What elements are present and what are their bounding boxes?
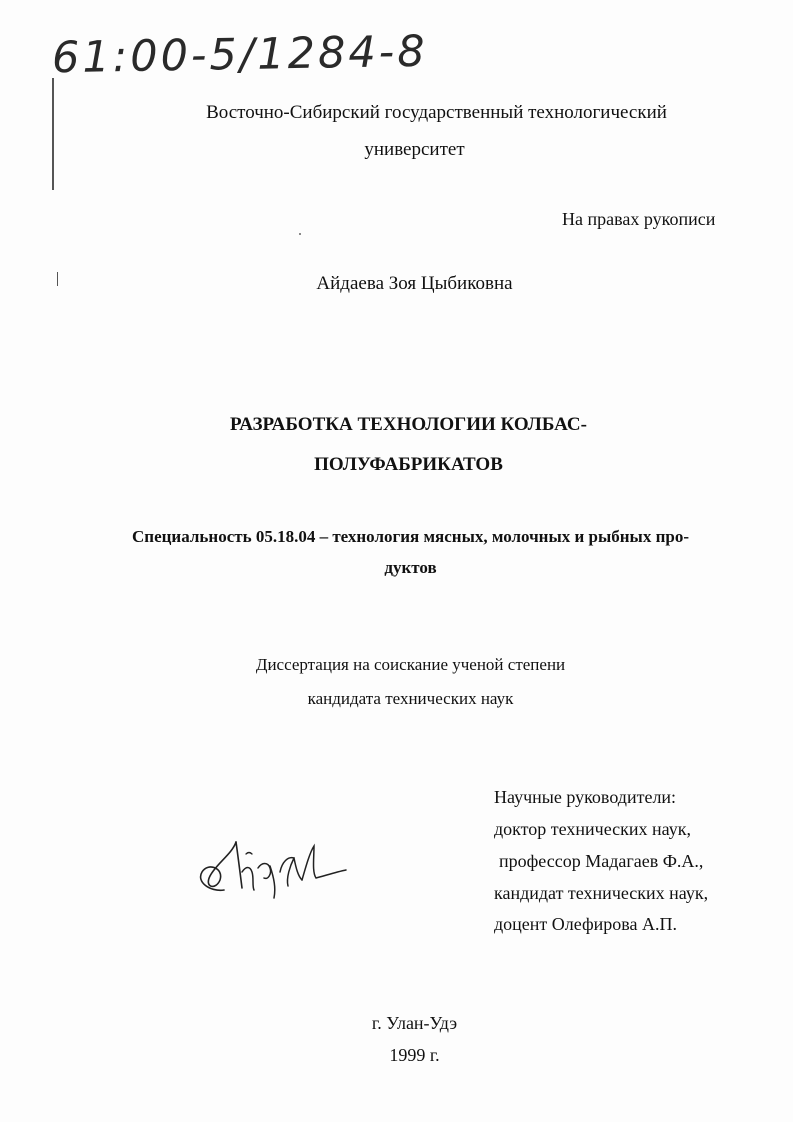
supervisors-heading: Научные руководители: — [494, 787, 677, 807]
university-line-1: Восточно-Сибирский государственный технологический — [206, 102, 667, 123]
title-line-2: ПОЛУФАБРИКАТОВ — [314, 454, 503, 475]
degree-line-2: кандидата технических наук — [307, 689, 514, 708]
handwritten-number: 61:00-5/1284-8 — [51, 26, 429, 84]
specialty-line-1: Специальность 05.18.04 – технология мясных, молочных и рыбных про- — [132, 527, 689, 546]
supervisor-line: доктор технических наук, — [494, 819, 691, 839]
specialty-line-2: дуктов — [384, 558, 437, 577]
manuscript-note: На правах рукописи — [562, 209, 716, 229]
supervisor-line: профессор Мадагаев Ф.А., — [499, 851, 704, 871]
supervisor-line: доцент Олефирова А.П. — [494, 914, 678, 934]
signature-icon — [190, 832, 350, 902]
supervisor-line: кандидат технических наук, — [494, 883, 709, 903]
title-line-1: РАЗРАБОТКА ТЕХНОЛОГИИ КОЛБАС- — [230, 414, 587, 435]
author-name: Айдаева Зоя Цыбиковна — [316, 273, 513, 294]
footer-year: 1999 г. — [389, 1045, 440, 1065]
degree-line-1: Диссертация на соискание ученой степени — [255, 655, 566, 674]
university-line-2: университет — [364, 139, 465, 160]
scan-margin-line — [52, 78, 54, 190]
scan-speck — [299, 233, 301, 235]
footer-city: г. Улан-Удэ — [371, 1013, 458, 1033]
